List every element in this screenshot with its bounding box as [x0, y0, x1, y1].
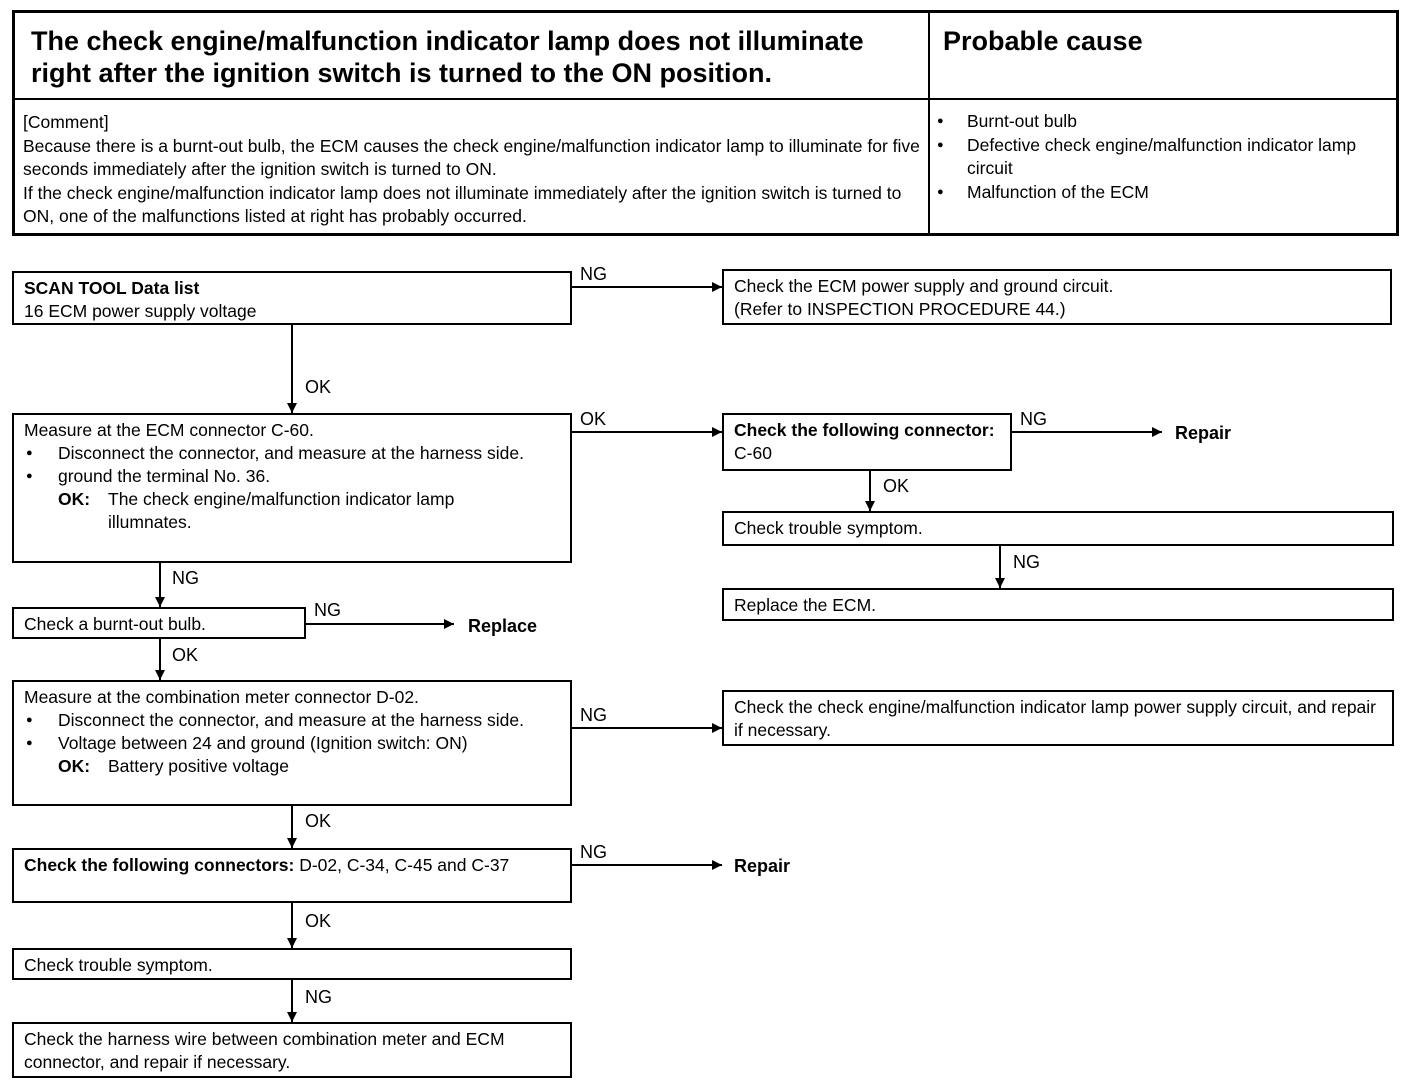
cause-item: ● Burnt-out bulb: [933, 110, 1393, 134]
ng-label: NG: [580, 705, 607, 725]
replace-ecm-box: [722, 588, 1394, 621]
measure-meter-step: ● Voltage between 24 and ground (Ignition switch: ON): [24, 732, 560, 755]
replace-result: Replace: [468, 616, 538, 636]
ng-label: NG: [172, 568, 199, 588]
measure-ecm-step: ● ground the terminal No. 36.: [24, 465, 560, 488]
burnt-bulb-box: [12, 607, 306, 639]
measure-meter-ok-text: Battery positive voltage: [108, 756, 289, 776]
measure-ecm-ok-text-2: illumnates.: [108, 512, 192, 532]
cause-item: ● Malfunction of the ECM: [933, 181, 1393, 205]
comment-text-2: If the check engine/malfunction indicator lamp does not illuminate immediately after the ignition switch is turned to ON, one of the malfunctions listed at right has probably occurred.: [23, 182, 902, 226]
lamp-power-box: [722, 690, 1394, 746]
ng-label: NG: [580, 842, 607, 862]
measure-ecm-steps: [24, 442, 560, 488]
measure-ecm-ok: [24, 488, 560, 534]
ng-label: NG: [1020, 409, 1047, 429]
lamp-power-text: Check the check engine/malfunction indicator lamp power supply circuit, and repair if necessary.: [734, 697, 1376, 740]
measure-meter-box: [12, 680, 572, 806]
ok-label: OK: [580, 409, 607, 429]
measure-ecm-step: ● Disconnect the connector, and measure at the harness side.: [24, 442, 560, 465]
check-connector-c60-box: [722, 413, 1012, 471]
measure-meter-step: ● Disconnect the connector, and measure at the harness side.: [24, 709, 560, 732]
ok-label: OK: [883, 476, 910, 496]
trouble-symptom-right-box: [722, 511, 1394, 546]
measure-meter-title: Measure at the combination meter connector D-02.: [24, 687, 419, 707]
ok-label: OK: [305, 811, 332, 831]
scan-tool-item: 16 ECM power supply voltage: [24, 301, 257, 321]
repair-result: Repair: [734, 856, 791, 876]
replace-ecm-text: Replace the ECM.: [734, 595, 877, 615]
burnt-bulb-text: Check a burnt-out bulb.: [24, 614, 206, 634]
measure-ecm-box: [12, 413, 572, 563]
ng-label: NG: [305, 987, 332, 1007]
measure-ecm-ok-text: The check engine/malfunction indicator lamp: [108, 489, 455, 509]
ok-label: OK: [172, 645, 199, 665]
measure-ecm-title: Measure at the ECM connector C-60.: [24, 420, 314, 440]
measure-meter-steps: [24, 709, 560, 755]
ecm-power-box: [722, 269, 1392, 325]
trouble-symptom-left-box: [12, 948, 572, 980]
check-connector-c60-label: Check the following connector:: [734, 420, 995, 440]
trouble-symptom-right-text: Check trouble symptom.: [734, 518, 923, 538]
scan-tool-title: SCAN TOOL Data list: [24, 278, 200, 298]
ok-label: OK: [305, 377, 332, 397]
scan-tool-box: [12, 271, 572, 325]
trouble-symptom-left-text: Check trouble symptom.: [24, 955, 213, 975]
measure-meter-ok: [24, 755, 560, 778]
ok-label: OK:: [58, 489, 91, 509]
ecm-power-line2: (Refer to INSPECTION PROCEDURE 44.): [734, 299, 1066, 319]
check-connectors-value: D-02, C-34, C-45 and C-37: [299, 855, 510, 875]
probable-cause-heading: Probable cause: [943, 26, 1143, 56]
ok-label: OK:: [58, 756, 91, 776]
comment-text: Because there is a burnt-out bulb, the ECM causes the check engine/malfunction indicator lamp to illuminate for five seconds immediately after the ignition switch is turned to ON.: [23, 135, 920, 179]
comment-label: [Comment]: [23, 112, 109, 132]
symptom-title: The check engine/malfunction indicator lamp does not illuminate right after the ignition switch is turned to the ON position.: [31, 26, 864, 88]
ng-label: NG: [1013, 552, 1040, 572]
check-connectors-label: Check the following connectors:: [24, 855, 295, 875]
ecm-power-line1: Check the ECM power supply and ground circuit.: [734, 276, 1114, 296]
cause-item: ● Defective check engine/malfunction indicator lamp circuit: [933, 134, 1393, 181]
check-connectors-box: [12, 848, 572, 903]
check-connector-c60-value: C-60: [734, 443, 772, 463]
ng-label: NG: [580, 264, 607, 284]
ng-label: NG: [314, 600, 341, 620]
ok-label: OK: [305, 911, 332, 931]
repair-result: Repair: [1175, 423, 1232, 443]
harness-wire-text: Check the harness wire between combination meter and ECM connector, and repair if necessary.: [24, 1029, 505, 1072]
harness-wire-box: [12, 1022, 572, 1078]
